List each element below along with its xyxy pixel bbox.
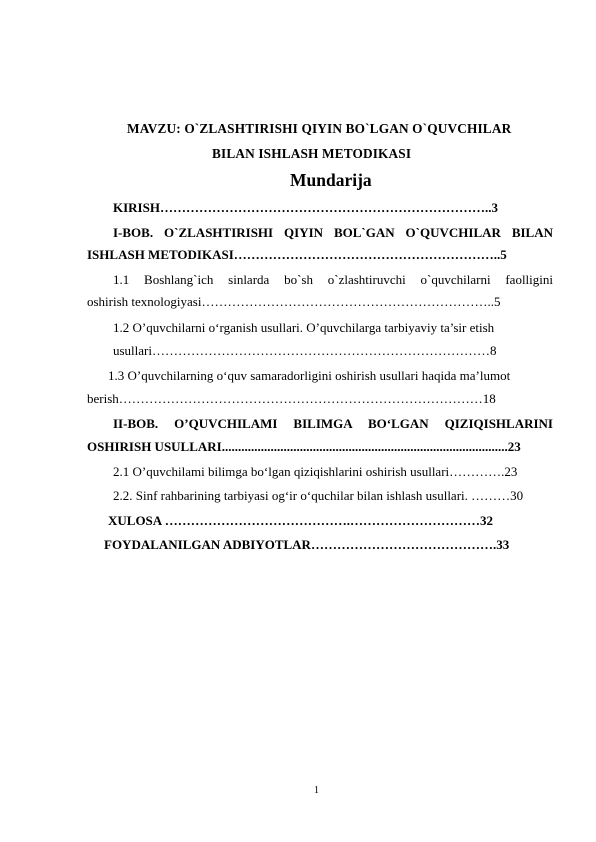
- toc-entry-chapter1-line2: ISHLASH METODIKASI……………………………………………………..5: [87, 247, 507, 262]
- toc-entry-section-1-2-line2: usullari……………………………………………………………………8: [113, 343, 497, 358]
- toc-entry-section-1-2-line1: 1.2 O’quvchilarni o‘rganish usullari. O’quvchilarga tarbiyaviy ta’sir etish: [113, 320, 495, 335]
- topic-title-line-2: BILAN ISHLASH METODIKASI: [212, 146, 412, 161]
- contents-heading: Mundarija: [290, 170, 372, 190]
- toc-entry-section-1-3-line1: 1.3 O’quvchilarning o‘quv samaradorligini oshirish usullari haqida ma’lumot: [108, 368, 511, 383]
- toc-entry-references: FOYDALANILGAN ADBIYOTLAR…………………………………….33: [104, 537, 510, 552]
- toc-entry-section-2-2: 2.2. Sinf rahbarining tarbiyasi og‘ir o‘quchilar bilan ishlash usullari. ………30: [113, 488, 524, 503]
- toc-entry-chapter1-line1: I-BOB. O`ZLASHTIRISHI QIYIN BOL`GAN O`QUVCHILAR BILAN: [113, 225, 553, 240]
- toc-entry-section-1-1-line1: 1.1 Boshlang`ich sinlarda bo`sh o`zlashtiruvchi o`quvchilarni faolligini: [113, 272, 553, 287]
- toc-entry-kirish: KIRISH…………………………………………………………………..3: [113, 200, 498, 215]
- topic-title-line-1: MAVZU: O`ZLASHTIRISHI QIYIN BO`LGAN O`QUVCHILAR: [127, 121, 512, 136]
- toc-entry-chapter2-line2: OSHIRISH USULLARI........................................................................................23: [87, 439, 521, 454]
- toc-entry-section-1-3-line2: berish…………………………………………………………………………18: [87, 391, 496, 406]
- toc-entry-section-2-1: 2.1 O’quvchilami bilimga bo‘lgan qiziqishlarini oshirish usullari………….23: [113, 464, 518, 479]
- toc-entry-section-1-1-line2: oshirish texnologiyasi…………………………………………………………..5: [87, 294, 501, 309]
- page-number: 1: [314, 785, 319, 796]
- toc-entry-xulosa: XULOSA …………………………………….…………………………32: [108, 513, 493, 528]
- toc-entry-chapter2-line1: II-BOB. O’QUVCHILAMI BILIMGA BO‘LGAN QIZIQISHLARINI: [113, 416, 553, 431]
